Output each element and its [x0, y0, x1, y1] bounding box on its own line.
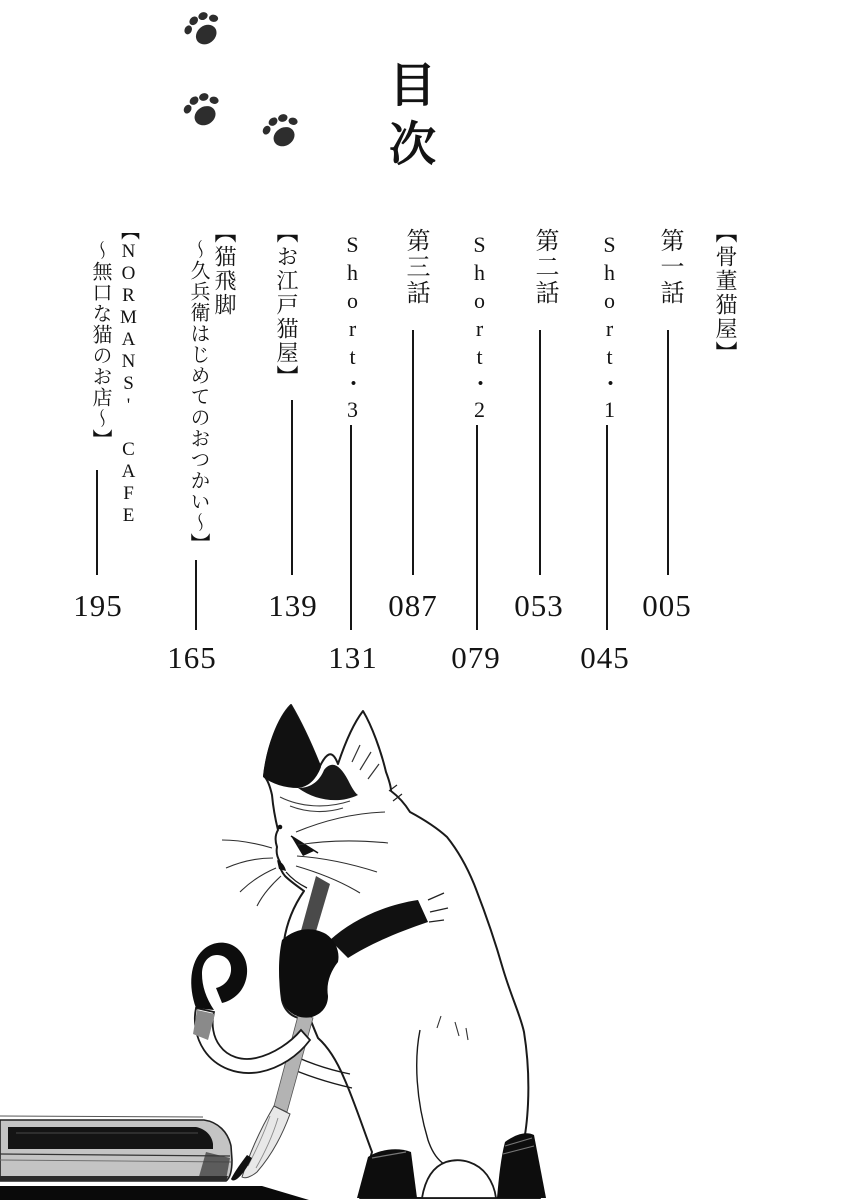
page-title: 目次	[382, 60, 434, 178]
paw-print-icon	[180, 9, 301, 152]
toc-leader-line	[606, 425, 608, 630]
toc-leader-line	[412, 330, 414, 575]
ink-stone	[0, 1116, 232, 1181]
toc-title-short3: Short・3	[340, 232, 365, 425]
toc-title-short2: Short・2	[467, 232, 492, 425]
toc-leader-line	[195, 560, 197, 630]
cat-tail-tip	[191, 943, 247, 1010]
toc-page-dai3wa: 087	[388, 588, 438, 623]
toc-page-dai2wa: 053	[514, 588, 564, 623]
toc-leader-line	[476, 425, 478, 630]
toc-page-short3: 131	[328, 640, 378, 675]
toc-title-normans-cafe: 【NORMANS' CAFE	[118, 221, 139, 527]
toc-title-oedo-nekoya: 【お江戸猫屋】	[274, 221, 299, 389]
cat-brow-dot	[278, 825, 283, 830]
toc-title-short1: Short・1	[597, 232, 622, 425]
toc-title-neko-hikyaku: 【猫飛脚	[212, 221, 237, 317]
toc-title-kotto-nekoya: 【骨董猫屋】	[713, 221, 738, 365]
brush-bristles	[242, 1106, 290, 1178]
toc-leader-line	[96, 470, 98, 575]
toc-subtitle-normans-cafe: ～無口な猫のお店～】	[89, 240, 111, 450]
toc-page-normans-cafe: 195	[73, 588, 123, 623]
toc-page-short2: 079	[451, 640, 501, 675]
toc-title-dai1wa: 第一話	[656, 228, 682, 306]
table-edge	[0, 1186, 309, 1200]
toc-leader-line	[667, 330, 669, 575]
toc-subtitle-neko-hikyaku: ～久兵衛はじめてのおつかい～】	[187, 239, 209, 554]
toc-title-dai2wa: 第二話	[531, 228, 557, 306]
bracket-open: 【	[118, 221, 139, 241]
toc-leader-line	[291, 400, 293, 575]
toc-page-short1: 045	[580, 640, 630, 675]
toc-page-neko-hikyaku: 165	[167, 640, 217, 675]
toc-title-dai3wa: 第三話	[402, 228, 428, 306]
toc-page-oedo-nekoya: 139	[268, 588, 318, 623]
toc-leader-line	[539, 330, 541, 575]
toc-leader-line	[350, 425, 352, 630]
toc-page-dai1wa: 005	[642, 588, 692, 623]
